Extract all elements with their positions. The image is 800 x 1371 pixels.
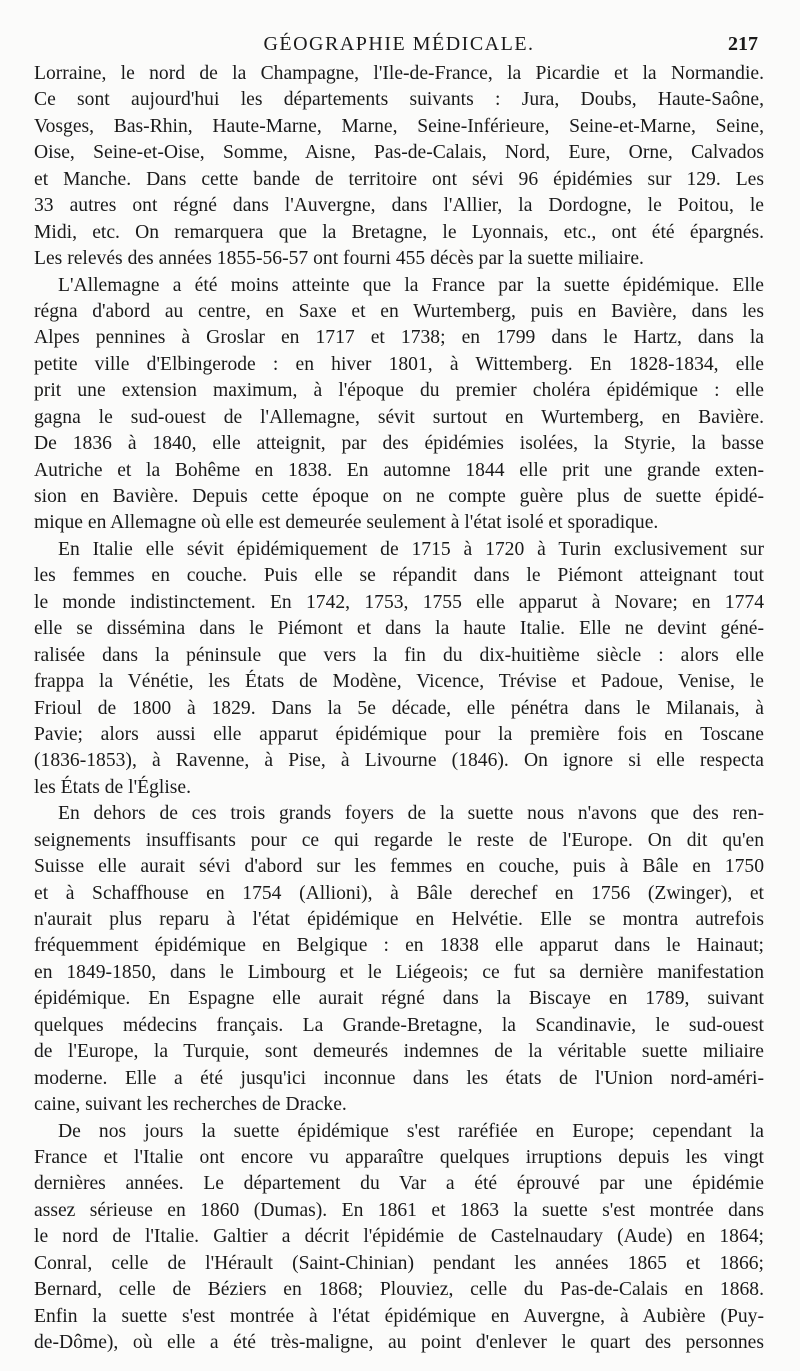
text-line: Pavie; alors aussi elle apparut épidémique pour la première fois en Toscane — [34, 723, 764, 745]
text-line: caine, suivant les recherches de Dracke. — [34, 1094, 347, 1116]
text-line: ralisée dans la péninsule que vers la fin du dix-huitième siècle : alors elle — [34, 644, 764, 666]
text-line: 33 autres ont régné dans l'Auvergne, dans l'Allier, la Dordogne, le Poitou, le — [34, 195, 764, 217]
body-text — [34, 61, 764, 1356]
text-line: et Manche. Dans cette bande de territoire ont sévi 96 épidémies sur 129. Les — [34, 168, 764, 190]
paragraph — [34, 61, 764, 273]
text-line: De 1836 à 1840, elle atteignit, par des épidémies isolées, la Styrie, la basse — [34, 433, 764, 455]
text-line: régna d'abord au centre, en Saxe et en Wurtemberg, puis en Bavière, dans les — [34, 300, 764, 322]
text-line: Vosges, Bas-Rhin, Haute-Marne, Marne, Seine-Inférieure, Seine-et-Marne, Seine, — [34, 115, 764, 137]
page-number: 217 — [728, 33, 758, 55]
text-line: En Italie elle sévit épidémiquement de 1715 à 1720 à Turin exclusivement sur — [58, 538, 764, 560]
text-line: sion en Bavière. Depuis cette époque on ne compte guère plus de suette épidé- — [34, 486, 764, 507]
text-line: Enfin la suette s'est montrée à l'état épidémique en Auvergne, à Aubière (Puy- — [34, 1305, 764, 1327]
text-line: fréquemment épidémique en Belgique : en 1838 elle apparut dans le Hainaut; — [34, 935, 764, 957]
paragraph — [34, 537, 764, 801]
text-line: (1836-1853), à Ravenne, à Pise, à Livourne (1846). On ignore si elle respecta — [34, 750, 764, 772]
text-line: dernières années. Le département du Var a été éprouvé par une épidémie — [34, 1173, 764, 1195]
text-line: seignements insuffisants pour ce qui regarde le reste de l'Europe. On dit qu'en — [34, 829, 764, 851]
text-line: moderne. Elle a été jusqu'ici inconnue dans les états de l'Union nord-améri- — [34, 1067, 764, 1089]
text-line: assez sérieuse en 1860 (Dumas). En 1861 et 1863 la suette s'est montrée dans — [34, 1199, 764, 1221]
text-line: De nos jours la suette épidémique s'est raréfiée en Europe; cependant la — [58, 1120, 764, 1142]
text-line: le nord de l'Italie. Galtier a décrit l'épidémie de Castelnaudary (Aude) en 1864; — [34, 1226, 764, 1248]
text-line: les femmes en couche. Puis elle se répandit dans le Piémont atteignant tout — [34, 565, 764, 587]
text-line: épidémique. En Espagne elle aurait régné dans la Biscaye en 1789, suivant — [34, 988, 764, 1010]
text-line: gagna le sud-ouest de l'Allemagne, sévit surtout en Wurtemberg, en Bavière. — [34, 406, 764, 428]
paragraph — [34, 1119, 764, 1357]
text-line: frappa la Vénétie, les États de Modène, Vicence, Trévise et Padoue, Venise, le — [34, 671, 764, 693]
text-line: quelques médecins français. La Grande-Bretagne, la Scandinavie, le sud-ouest — [34, 1014, 764, 1036]
text-line: Suisse elle aurait sévi d'abord sur les femmes en couche, puis à Bâle en 1750 — [34, 856, 764, 878]
text-line: de-Dôme), où elle a été très-maligne, au point d'enlever le quart des personnes — [34, 1332, 764, 1353]
text-line: Les relevés des années 1855-56-57 ont fourni 455 décès par la suette miliaire. — [34, 248, 644, 270]
text-line: les États de l'Église. — [34, 776, 191, 798]
text-line: En dehors de ces trois grands foyers de la suette nous n'avons que des ren- — [58, 803, 764, 825]
text-line: Frioul de 1800 à 1829. Dans la 5e décade, elle pénétra dans le Milanais, à — [34, 697, 764, 719]
text-line: de l'Europe, la Turquie, sont demeurés indemnes de la véritable suette miliaire — [34, 1041, 764, 1063]
text-line: Ce sont aujourd'hui les départements suivants : Jura, Doubs, Haute-Saône, — [34, 89, 764, 111]
text-line: en 1849-1850, dans le Limbourg et le Liégeois; ce fut sa dernière manifestation — [34, 961, 764, 983]
text-line: elle se dissémina dans le Piémont et dans la haute Italie. Elle ne devint géné- — [34, 618, 764, 640]
page-header — [34, 30, 764, 58]
text-line: France et l'Italie ont encore vu apparaître quelques irruptions depuis les vingt — [34, 1146, 764, 1168]
text-line: le monde indistinctement. En 1742, 1753, 1755 elle apparut à Novare; en 1774 — [34, 591, 764, 613]
text-line: Autriche et la Bohême en 1838. En automne 1844 elle prit une grande exten- — [34, 459, 764, 481]
text-line: n'aurait plus reparu à l'état épidémique en Helvétie. Elle se montra autrefois — [34, 909, 764, 930]
text-line: Midi, etc. On remarquera que la Bretagne, le Lyonnais, etc., ont été épargnés. — [34, 221, 764, 243]
text-line: L'Allemagne a été moins atteinte que la France par la suette épidémique. Elle — [58, 274, 764, 296]
text-line: mique en Allemagne où elle est demeurée seulement à l'état isolé et sporadique. — [34, 512, 659, 534]
text-line: Conral, celle de l'Hérault (Saint-Chinian) pendant les années 1865 et 1866; — [34, 1252, 764, 1274]
text-line: Oise, Seine-et-Oise, Somme, Aisne, Pas-de-Calais, Nord, Eure, Orne, Calvados — [34, 142, 764, 164]
paragraph — [34, 273, 764, 537]
text-line: prit une extension maximum, à l'époque du premier choléra épidémique : elle — [34, 380, 764, 402]
text-line: et à Schaffhouse en 1754 (Allioni), à Bâle derechef en 1756 (Zwinger), et — [34, 882, 764, 904]
text-line: petite ville d'Elbingerode : en hiver 1801, à Wittemberg. En 1828-1834, elle — [34, 353, 764, 375]
text-line: Bernard, celle de Béziers en 1868; Plouviez, celle du Pas-de-Calais en 1868. — [34, 1279, 764, 1301]
running-title: GÉOGRAPHIE MÉDICALE. — [263, 33, 535, 55]
text-line: Alpes pennines à Groslar en 1717 et 1738; en 1799 dans le Hartz, dans la — [34, 327, 764, 349]
paragraph — [34, 801, 764, 1118]
text-line: Lorraine, le nord de la Champagne, l'Ile-de-France, la Picardie et la Normandie. — [34, 63, 764, 84]
